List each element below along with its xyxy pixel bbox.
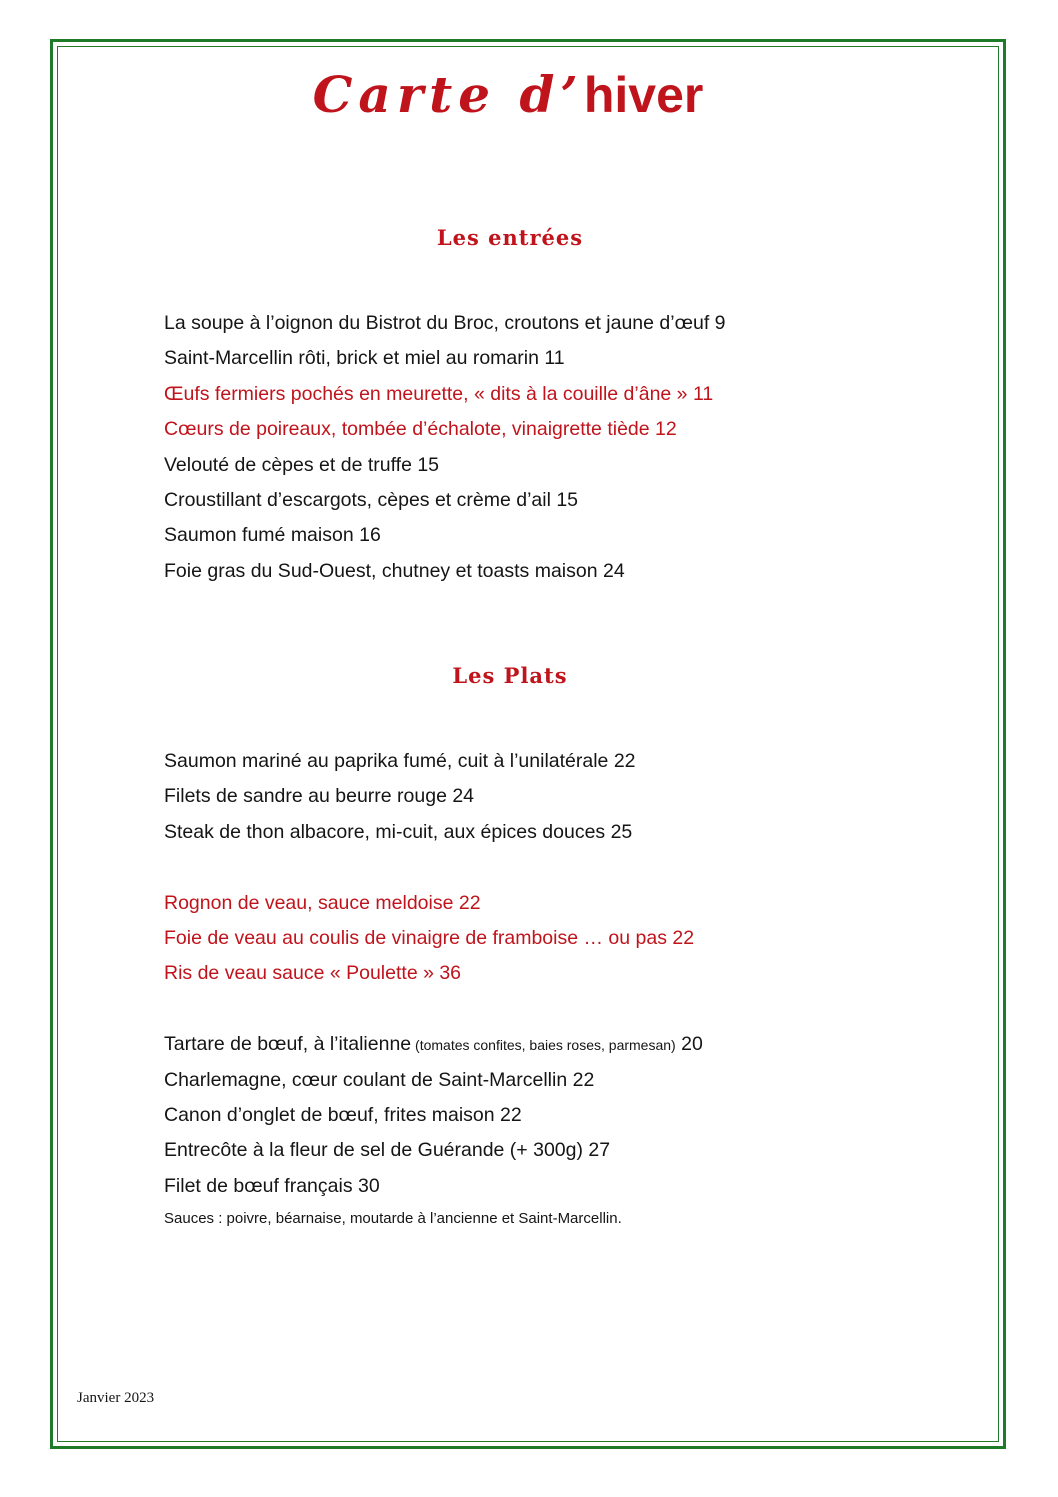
menu-item: Filet de bœuf français 30 xyxy=(164,1174,380,1197)
entrees-list xyxy=(164,306,726,589)
menu-item-highlighted: Foie de veau au coulis de vinaigre de framboise … ou pas 22 xyxy=(164,926,695,949)
menu-title-part2: hiver xyxy=(583,67,704,123)
menu-item-tartare xyxy=(164,1027,703,1062)
menu-item: La soupe à l’oignon du Bistrot du Broc, croutons et jaune d’œuf 9 xyxy=(164,312,726,334)
menu-item-note: (tomates confites, baies roses, parmesan) xyxy=(411,1037,676,1054)
footer-date: Janvier 2023 xyxy=(77,1390,155,1406)
menu-item: Entrecôte à la fleur de sel de Guérande (+ 300g) 27 xyxy=(164,1139,611,1162)
section-heading-entrees: Les entrées xyxy=(436,225,584,250)
menu-item: Filets de sandre au beurre rouge 24 xyxy=(164,785,475,808)
plats-list xyxy=(164,744,703,1204)
menu-item-highlighted: Rognon de veau, sauce meldoise 22 xyxy=(164,891,481,914)
menu-item: Saumon mariné au paprika fumé, cuit à l’unilatérale 22 xyxy=(164,750,636,772)
menu-title xyxy=(0,60,1016,130)
menu-item-name: Tartare de bœuf, à l’italienne xyxy=(164,1033,412,1056)
menu-item: Canon d’onglet de bœuf, frites maison 22 xyxy=(164,1103,522,1126)
menu-item: Charlemagne, cœur coulant de Saint-Marcellin 22 xyxy=(164,1068,595,1091)
sauces-note: Sauces : poivre, béarnaise, moutarde à l’ancienne et Saint-Marcellin. xyxy=(164,1210,622,1227)
menu-item-highlighted: Cœurs de poireaux, tombée d’échalote, vinaigrette tiède 12 xyxy=(164,418,677,441)
menu-item: Saint-Marcellin rôti, brick et miel au romarin 11 xyxy=(164,347,565,370)
list-spacer xyxy=(164,850,703,885)
menu-item: Croustillant d’escargots, cèpes et crème d’ail 15 xyxy=(164,488,579,511)
menu-item: Foie gras du Sud-Ouest, chutney et toasts maison 24 xyxy=(164,559,625,582)
section-heading-plats: Les Plats xyxy=(452,663,568,688)
menu-item: Saumon fumé maison 16 xyxy=(164,524,381,547)
menu-item-price: 20 xyxy=(675,1033,703,1056)
menu-item-highlighted: Œufs fermiers pochés en meurette, « dits à la couille d’âne » 11 xyxy=(164,382,714,405)
list-spacer xyxy=(164,992,703,1027)
menu-item: Velouté de cèpes et de truffe 15 xyxy=(164,453,440,476)
menu-title-part1: Carte d’ xyxy=(312,65,584,124)
menu-item-highlighted: Ris de veau sauce « Poulette » 36 xyxy=(164,962,462,985)
menu-item: Steak de thon albacore, mi-cuit, aux épices douces 25 xyxy=(164,820,633,843)
